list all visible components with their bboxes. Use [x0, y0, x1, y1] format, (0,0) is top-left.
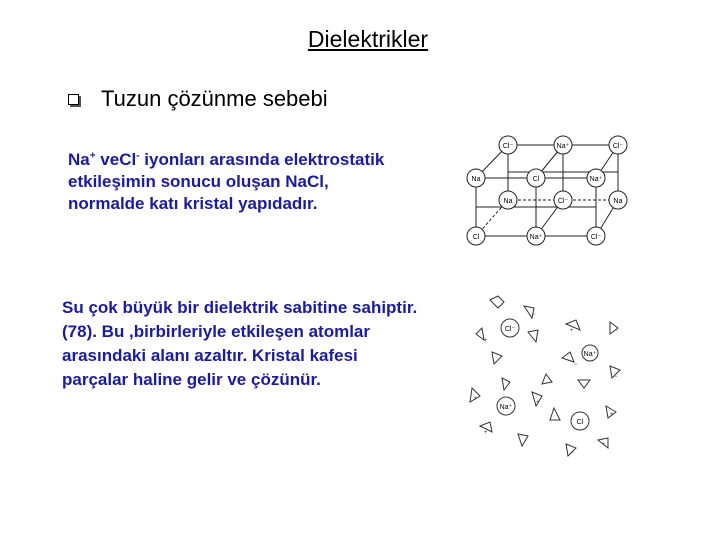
- svg-text:+: +: [484, 338, 488, 344]
- svg-text:−: −: [614, 328, 618, 334]
- lattice-ion-label: Na⁺: [556, 143, 570, 150]
- lattice-ion-label: Na⁺: [589, 176, 603, 183]
- hydrated-ions-diagram: [462, 288, 632, 463]
- svg-text:+: +: [610, 412, 614, 418]
- solution-ion-label: Cl⁻: [504, 326, 516, 333]
- solution-ion-label: Cl: [576, 419, 584, 426]
- lattice-ion-label: Cl⁻: [557, 198, 569, 205]
- lattice-ion-label: Na⁺: [529, 234, 543, 241]
- nacl-lattice-diagram: [458, 128, 648, 253]
- solution-ion-label: Na⁺: [583, 351, 597, 358]
- solution-ion-label: Na⁺: [499, 404, 513, 411]
- paragraph-nacl: Na+ veCl- iyonları arasında elektrostatik etkileşimin sonucu oluşan NaCl, normalde katı kristal yapıdadır.: [68, 150, 385, 213]
- lattice-ion-label: Na: [613, 198, 623, 205]
- square-bullet-icon: [68, 94, 79, 105]
- svg-text:+: +: [570, 328, 574, 334]
- svg-text:−: −: [614, 374, 618, 380]
- lattice-ion-label: Cl⁻: [612, 143, 624, 150]
- paragraph-water: Su çok büyük bir dielektrik sabitine sahiptir. (78). Bu ,birbirleriyle etkileşen atomlar arasındaki alanı azaltır. Kristal kafesi parçalar haline gelir ve çözünür.: [62, 298, 418, 389]
- bullet-text: Tuzun çözünme sebebi: [101, 86, 328, 111]
- svg-text:+: +: [536, 400, 540, 406]
- lattice-ion-label: Cl⁻: [590, 234, 602, 241]
- svg-text:−: −: [532, 312, 536, 318]
- lattice-ion-label: Na: [503, 198, 513, 205]
- svg-text:+: +: [602, 442, 606, 448]
- lattice-ion-label: Cl: [532, 176, 540, 183]
- bullet-item: [68, 86, 328, 112]
- lattice-ion-label: Na: [471, 176, 481, 183]
- svg-text:−: −: [574, 362, 578, 368]
- svg-text:+: +: [474, 396, 478, 402]
- lattice-ion-label: Cl⁻: [502, 143, 514, 150]
- lattice-ion-label: Cl: [472, 234, 480, 241]
- svg-text:−: −: [570, 450, 574, 456]
- slide-title: Dielektrikler: [307, 26, 429, 52]
- svg-text:+: +: [484, 430, 488, 436]
